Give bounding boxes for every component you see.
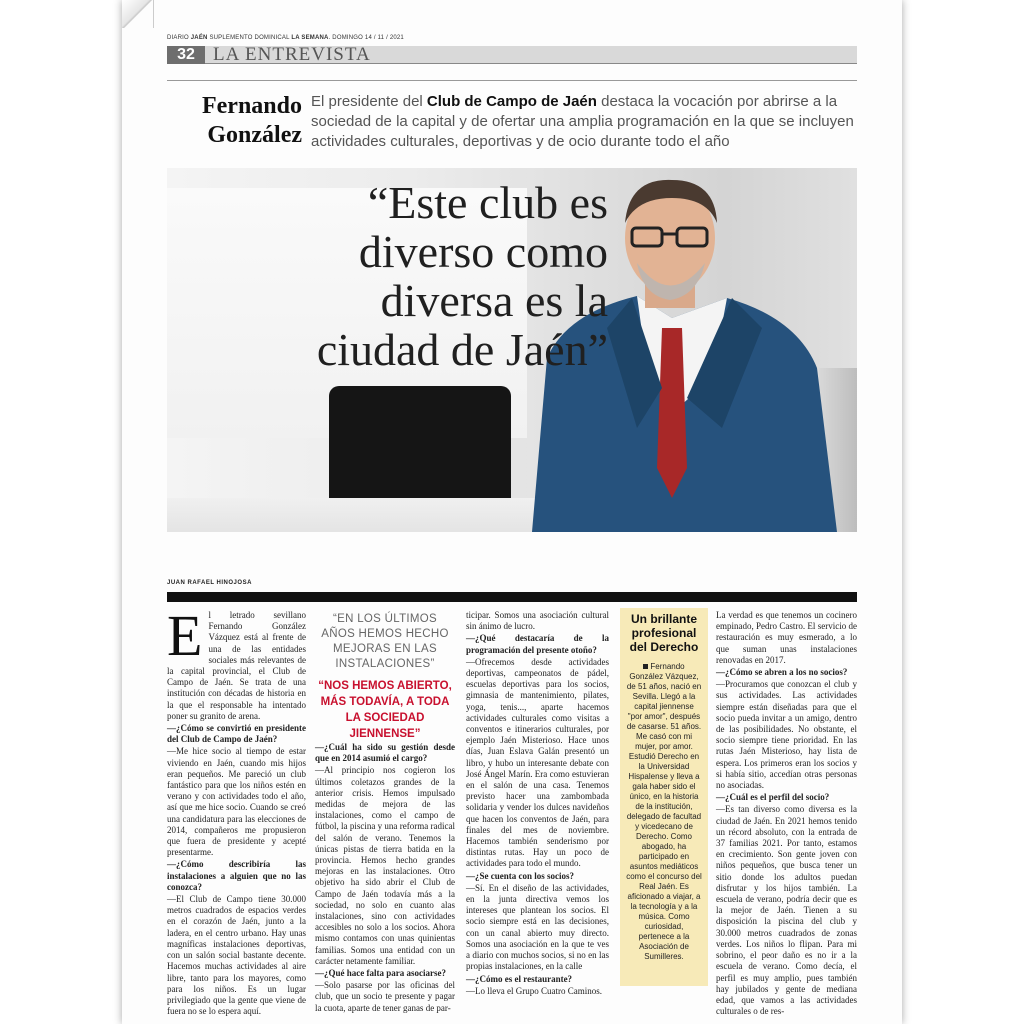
section-title: LA ENTREVISTA bbox=[213, 44, 371, 65]
question: —¿Cuál es el perfil del socio? bbox=[716, 792, 830, 803]
answer: La verdad es que tenemos un cocinero empinado, Pedro Castro. El servicio de restauración es muy esmerado, a lo que suman unas instalaciones renovadas en 2017. bbox=[716, 610, 857, 665]
answer: —Lo lleva el Grupo Cuatro Caminos. bbox=[466, 985, 602, 996]
pull-quote-red: “NOS HEMOS ABIERTO, MÁS TODAVÍA, A TODA LA SOCIEDAD JIENNENSE” bbox=[318, 680, 452, 740]
section-divider bbox=[167, 80, 857, 81]
article-column-2 bbox=[315, 742, 455, 1015]
question: —¿Cuál ha sido su gestión desde que en 2014 asumió el cargo? bbox=[315, 742, 455, 764]
square-bullet-icon bbox=[643, 664, 648, 669]
page-curl-corner bbox=[122, 0, 154, 28]
page-number: 32 bbox=[167, 46, 205, 64]
answer: —Sí. En el diseño de las actividades, en la junta directiva vemos los intereses que plantean los socios. El socio siempre está en las decisiones, con un canal abierto muy directo. Somos una asociación en la que te ves a diario con muchos socios, si no en las propias instalaciones, en la calle bbox=[466, 882, 609, 972]
drop-cap: E bbox=[167, 603, 203, 668]
answer: —Al principio nos cogieron los últimos coletazos grandes de la anterior crisis. Hemos impulsado medidas de mejora de las instalaciones, como el campo de fútbol, la piscina y una reforma radical del salón de verano. Tenemos la únicas pistas de tierra batida en la provincia. Hemos hecho grandes mejoras en las instalaciones. Otro objetivo ha sido abrir el Club de Campo de Jaén todavía más a la sociedad, no solo en cuanto alas instalaciones, sino con actividades accesibles no solo a los socios. Ahora mismo contamos con unas quinientas familias. Somos una entidad con un carácter netamente familiar. bbox=[315, 765, 455, 966]
question: —¿Cómo se abren a los no socios? bbox=[716, 667, 848, 678]
answer: —Me hice socio al tiempo de estar viviendo en Jaén, cuando mis hijos eran pequeños. Me pareció un club fantástico para que los niños estén en verano y con actividades todo el año, así que me hice socio. Cuando se creó una candidatura para las elecciones de 2014, compañeros me propusieron que fuera de presidente y acepté presentarme. bbox=[167, 746, 306, 858]
masthead: DIARIO JAÉN SUPLEMENTO DOMINICAL LA SEMANA. DOMINGO 14 / 11 / 2021 bbox=[167, 35, 404, 41]
bio-sidebar bbox=[620, 608, 708, 986]
pull-quote-grey: “EN LOS ÚLTIMOS AÑOS HEMOS HECHO MEJORAS EN LAS INSTALACIONES” bbox=[321, 613, 449, 670]
black-divider-bar bbox=[167, 592, 857, 602]
headline-subhead: El presidente del Club de Campo de Jaén destaca la vocación por abrirse a la sociedad de la capital y de ofertar una amplia programación en la que se incluyen actividades culturales, deportivas y de ocio durante todo el año bbox=[311, 93, 854, 150]
article-column-5 bbox=[716, 610, 857, 1018]
section-header bbox=[167, 46, 857, 64]
sidebar-title: Un brillante profesional del Derecho bbox=[629, 612, 699, 654]
sidebar-body: Fernando González Vázquez, de 51 años, nació en Sevilla. Llegó a la capital jiennense "por amor", después de casarse. 51 años. Me casó con mi mujer, por amor. Estudió Derecho en la Universidad Hispalense y lleva a gala haber sido el único, en la historia de la institución, delegado de facultad y vicedecano de Derecho. Como abogado, ha participado en asuntos mediáticos como el concurso del Real Jaén. Es aficionado a viajar, a la tecnología y a la música. Como curiosidad, pertenece a la Asociación de Sumilleres. bbox=[626, 662, 702, 961]
question: —¿Se cuenta con los socios? bbox=[466, 870, 574, 881]
byline: JUAN RAFAEL HINOJOSA bbox=[167, 580, 252, 586]
article-column-3 bbox=[466, 610, 609, 998]
question: —¿Qué hace falta para asociarse? bbox=[315, 968, 446, 979]
answer: —Procuramos que conozcan el club y sus actividades. Las actividades siempre están diseñadas para que el socio pueda invitar a un amigo, dentro de las posibilidades. No obstante, el socio siempre tiene prioridad. En las rutas Jaén Misterioso, hay lista de espera. Los primeros eran los socios y si había sitio, accedían otras personas no asociadas. bbox=[716, 679, 857, 791]
answer: —Ofrecemos desde actividades deportivas, campeonatos de pádel, escuelas deportivas para los socios, gimnasia de mantenimiento, pilates, yoga, tenis..., aparte hacemos actividades culturales como visitas a conventos e itinerarios culturales, por ejemplo Jaén Misterioso. Hace unos días, Juan Eslava Galán presentó un libro, y hubo un interesante debate con José Ángel Marín. Era como estuvieran en el salón de una casa. Tenemos previsto hacer una zambombada solidaria y vender los dulces navideños que hacen los conventos de Jaén, para finales del mes de noviembre. Hacemos también senderismo por distintas rutas. Hay un poco de actividades para todo el mundo. bbox=[466, 656, 609, 869]
intro-paragraph: l letrado sevillano Fernando González Vázquez está al frente de una de las entidades sociales más relevantes de la capital provincial, el Club de Campo de Jaén. Se trata de una institución con décadas de historia en la que el responsable ha intentado poner su granito de arena. bbox=[167, 610, 306, 721]
answer: —Solo pasarse por las oficinas del club, que un socio te presente y pagar la cuota, aparte de tener ganas de par- bbox=[315, 980, 455, 1013]
headline-quote: “Este club es diverso como diversa es la ciudad de Jaén” bbox=[316, 177, 608, 375]
answer: —El Club de Campo tiene 30.000 metros cuadrados de espacios verdes en el corazón de Jaén, junto a la ladera, en el centro urbano. Hay unas magníficas instalaciones deportivas, con un salón social bastante decente. Hacemos muchas actividades al aire libre, tanto para los mayores, como para los niños. Es un lugar privilegiado que la gente que viene de fuera no se lo espera aquí. bbox=[167, 894, 306, 1017]
answer: ticipar. Somos una asociación cultural sin ánimo de lucro. bbox=[466, 610, 609, 632]
pull-quotes bbox=[315, 612, 455, 738]
article-column-1 bbox=[167, 603, 306, 1018]
question: —¿Cómo describiría las instalaciones a alguien que no las conozca? bbox=[167, 859, 306, 892]
question: —¿Cómo es el restaurante? bbox=[466, 973, 573, 984]
question: —¿Qué destacaría de la programación del presente otoño? bbox=[466, 633, 609, 655]
question: —¿Cómo se convirtió en presidente del Club de Campo de Jaén? bbox=[167, 723, 306, 745]
interviewee-name: Fernando González bbox=[201, 93, 302, 148]
answer: —Es tan diverso como diversa es la ciudad de Jaén. En 2021 hemos tenido un récord absoluto, con la entrada de 37 familias 2021. Por tanto, estamos en crecimiento. Son gente joven con niños pequeños, que busca tener un sitio donde los adultos puedan disfrutar y los hijos también. La escuela de verano, podría decir que es la mejor de Jaén. Tienen a su disposición la piscina del club y 30.000 metros cuadrados de zonas verdes. Los niños lo flipan. Para mi sobrino, el peor daño es no ir a la escuela de verano. Como decía, el perfil es muy amplio, pues también hay jubilados y gente de mediana edad, que vamos a las actividades culturales o de res- bbox=[716, 804, 857, 1017]
portrait-photo bbox=[167, 168, 857, 532]
